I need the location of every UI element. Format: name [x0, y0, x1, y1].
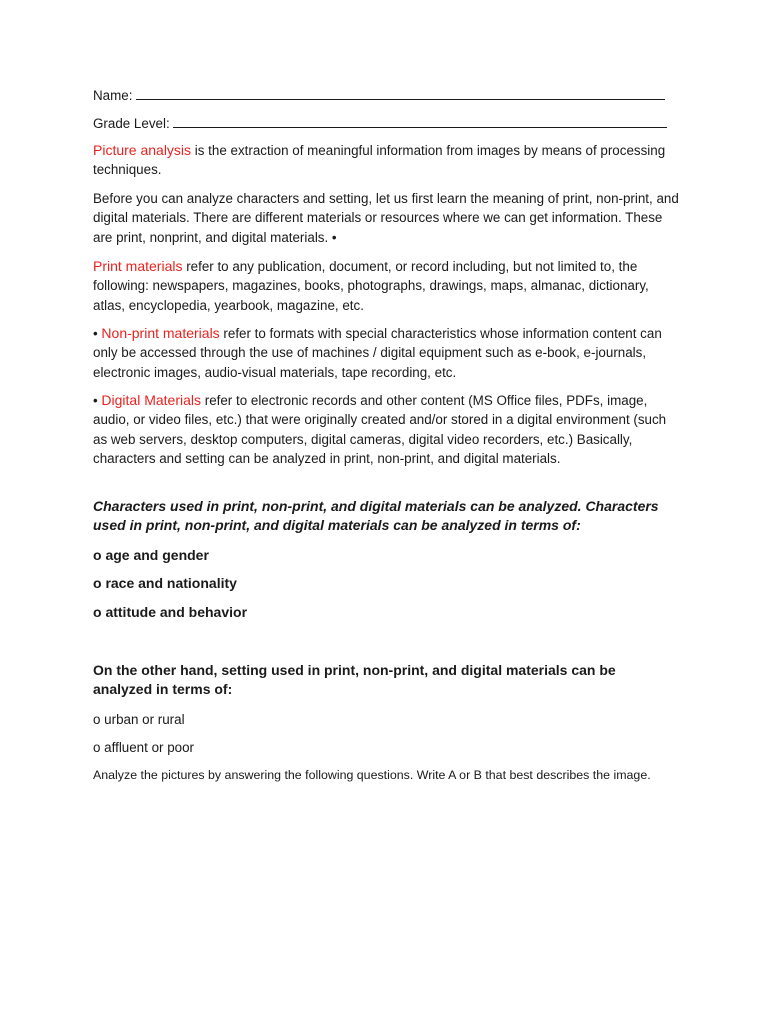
bullet: •	[93, 393, 102, 408]
setting-heading: On the other hand, setting used in print, non-print, and digital materials can be analyzed in terms of:	[93, 662, 616, 698]
non-print-materials-paragraph	[93, 324, 683, 382]
list-item: o age and gender	[93, 547, 209, 563]
picture-analysis-term: Picture analysis	[93, 142, 192, 158]
digital-materials-term: Digital Materials	[101, 392, 202, 408]
characters-heading: Characters used in print, non-print, and digital materials can be analyzed. Characters used in print, non-print, and digital materials can be analyzed in terms of:	[93, 498, 659, 534]
list-item: o attitude and behavior	[93, 604, 248, 620]
non-print-materials-term: Non-print materials	[101, 325, 220, 341]
grade-level-label: Grade Level:	[93, 116, 170, 131]
print-materials-paragraph	[93, 257, 683, 315]
non-print-materials-text: refer to formats with special characteristics whose information content can only be accessed through the use of machines / digital equipment such as e-book, e-journals, electronic images, audio-visual materials, tape recording, etc.	[93, 326, 662, 380]
name-field[interactable]	[93, 86, 683, 105]
name-blank-line[interactable]	[136, 86, 665, 100]
grade-level-blank-line[interactable]	[173, 114, 667, 128]
intro-text: is the extraction of meaningful information from images by means of processing techniques.	[93, 143, 666, 178]
list-item: o urban or rural	[93, 712, 185, 727]
intro-paragraph	[93, 141, 683, 180]
name-label: Name:	[93, 88, 133, 103]
print-materials-text: refer to any publication, document, or record including, but not limited to, the following: newspapers, magazines, books, photographs, drawings, maps, almanac, dictionary, atlas, encyclopedia, yearbook, magazine, etc.	[93, 259, 649, 313]
list-item: o affluent or poor	[93, 740, 194, 755]
grade-level-field[interactable]	[93, 114, 683, 133]
digital-materials-text: refer to electronic records and other content (MS Office files, PDFs, image, audio, or video files, etc.) that were originally created and/or stored in a digital environment (such as web servers, desktop computers, digital cameras, digital video recorders, etc.) Basically, characters and setting can be analyzed in print, non-print, and digital materials.	[93, 393, 667, 467]
print-materials-term: Print materials	[93, 258, 183, 274]
list-item: o race and nationality	[93, 575, 237, 591]
instructions-paragraph: Analyze the pictures by answering the following questions. Write A or B that best describes the image.	[93, 768, 651, 782]
before-paragraph: Before you can analyze characters and setting, let us first learn the meaning of print, non-print, and digital materials. There are different materials or resources where we can get information. These are print, nonprint, and digital materials. •	[93, 191, 679, 245]
digital-materials-paragraph	[93, 391, 683, 469]
bullet: •	[93, 326, 102, 341]
